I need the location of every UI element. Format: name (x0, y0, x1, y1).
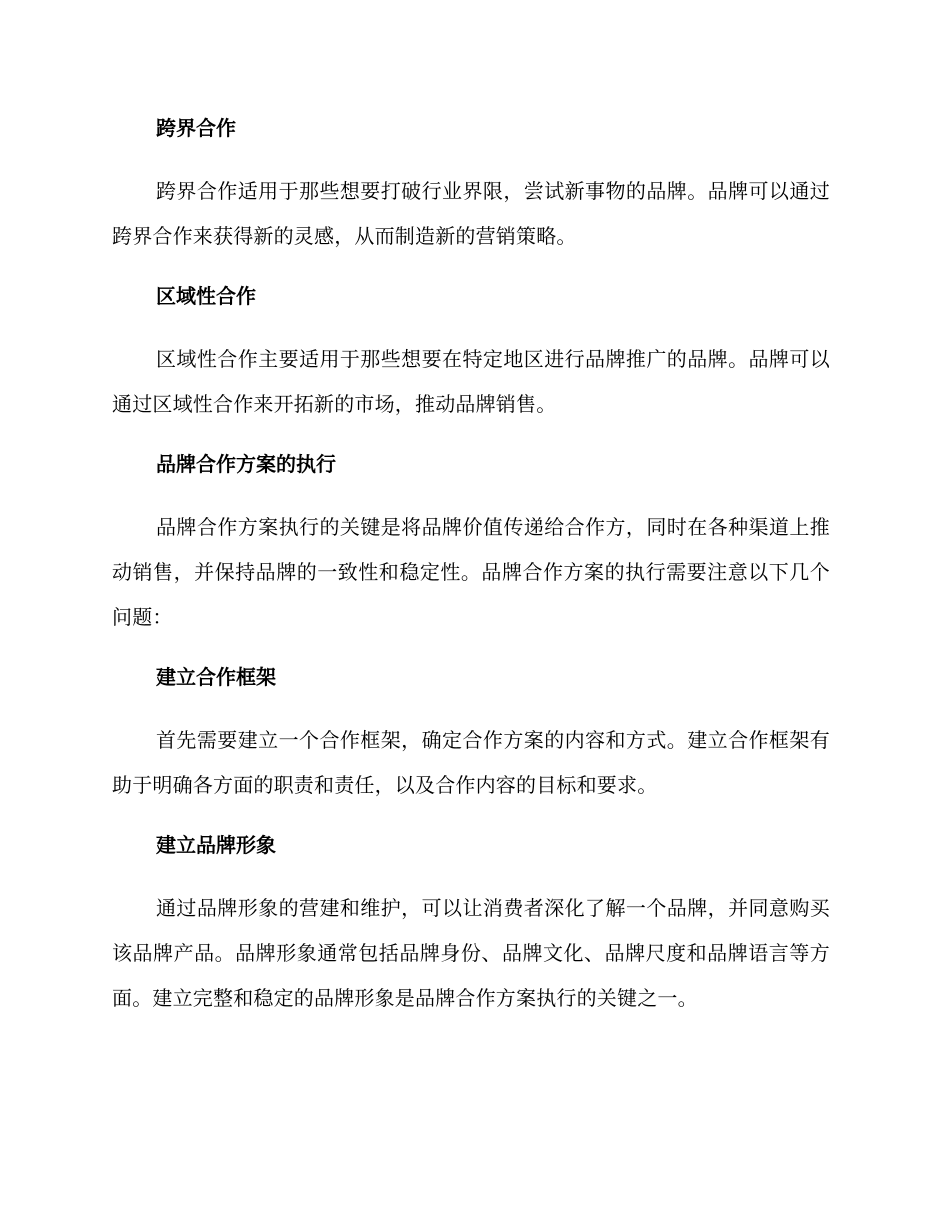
section-heading-regional: 区域性合作 (156, 284, 256, 308)
section-paragraph-regional: 区域性合作主要适用于那些想要在特定地区进行品牌推广的品牌。品牌可以通过区域性合作来开拓新的市场，推动品牌销售。 (112, 347, 830, 416)
section-paragraph-cross-industry: 跨界合作适用于那些想要打破行业界限，尝试新事物的品牌。品牌可以通过跨界合作来获得新的灵感，从而制造新的营销策略。 (112, 179, 830, 248)
section-paragraph-brand-image: 通过品牌形象的营建和维护，可以让消费者深化了解一个品牌，并同意购买该品牌产品。品牌形象通常包括品牌身份、品牌文化、品牌尺度和品牌语言等方面。建立完整和稳定的品牌形象是品牌合作方案执行的关键之一。 (112, 896, 830, 1010)
section-paragraph-execution: 品牌合作方案执行的关键是将品牌价值传递给合作方，同时在各种渠道上推动销售，并保持品牌的一致性和稳定性。品牌合作方案的执行需要注意以下几个问题： (112, 515, 830, 629)
section-heading-brand-image: 建立品牌形象 (156, 833, 276, 857)
section-heading-execution: 品牌合作方案的执行 (156, 452, 336, 476)
section-heading-cross-industry: 跨界合作 (156, 116, 236, 140)
section-paragraph-framework: 首先需要建立一个合作框架，确定合作方案的内容和方式。建立合作框架有助于明确各方面的职责和责任，以及合作内容的目标和要求。 (112, 728, 830, 797)
section-heading-framework: 建立合作框架 (156, 665, 276, 689)
